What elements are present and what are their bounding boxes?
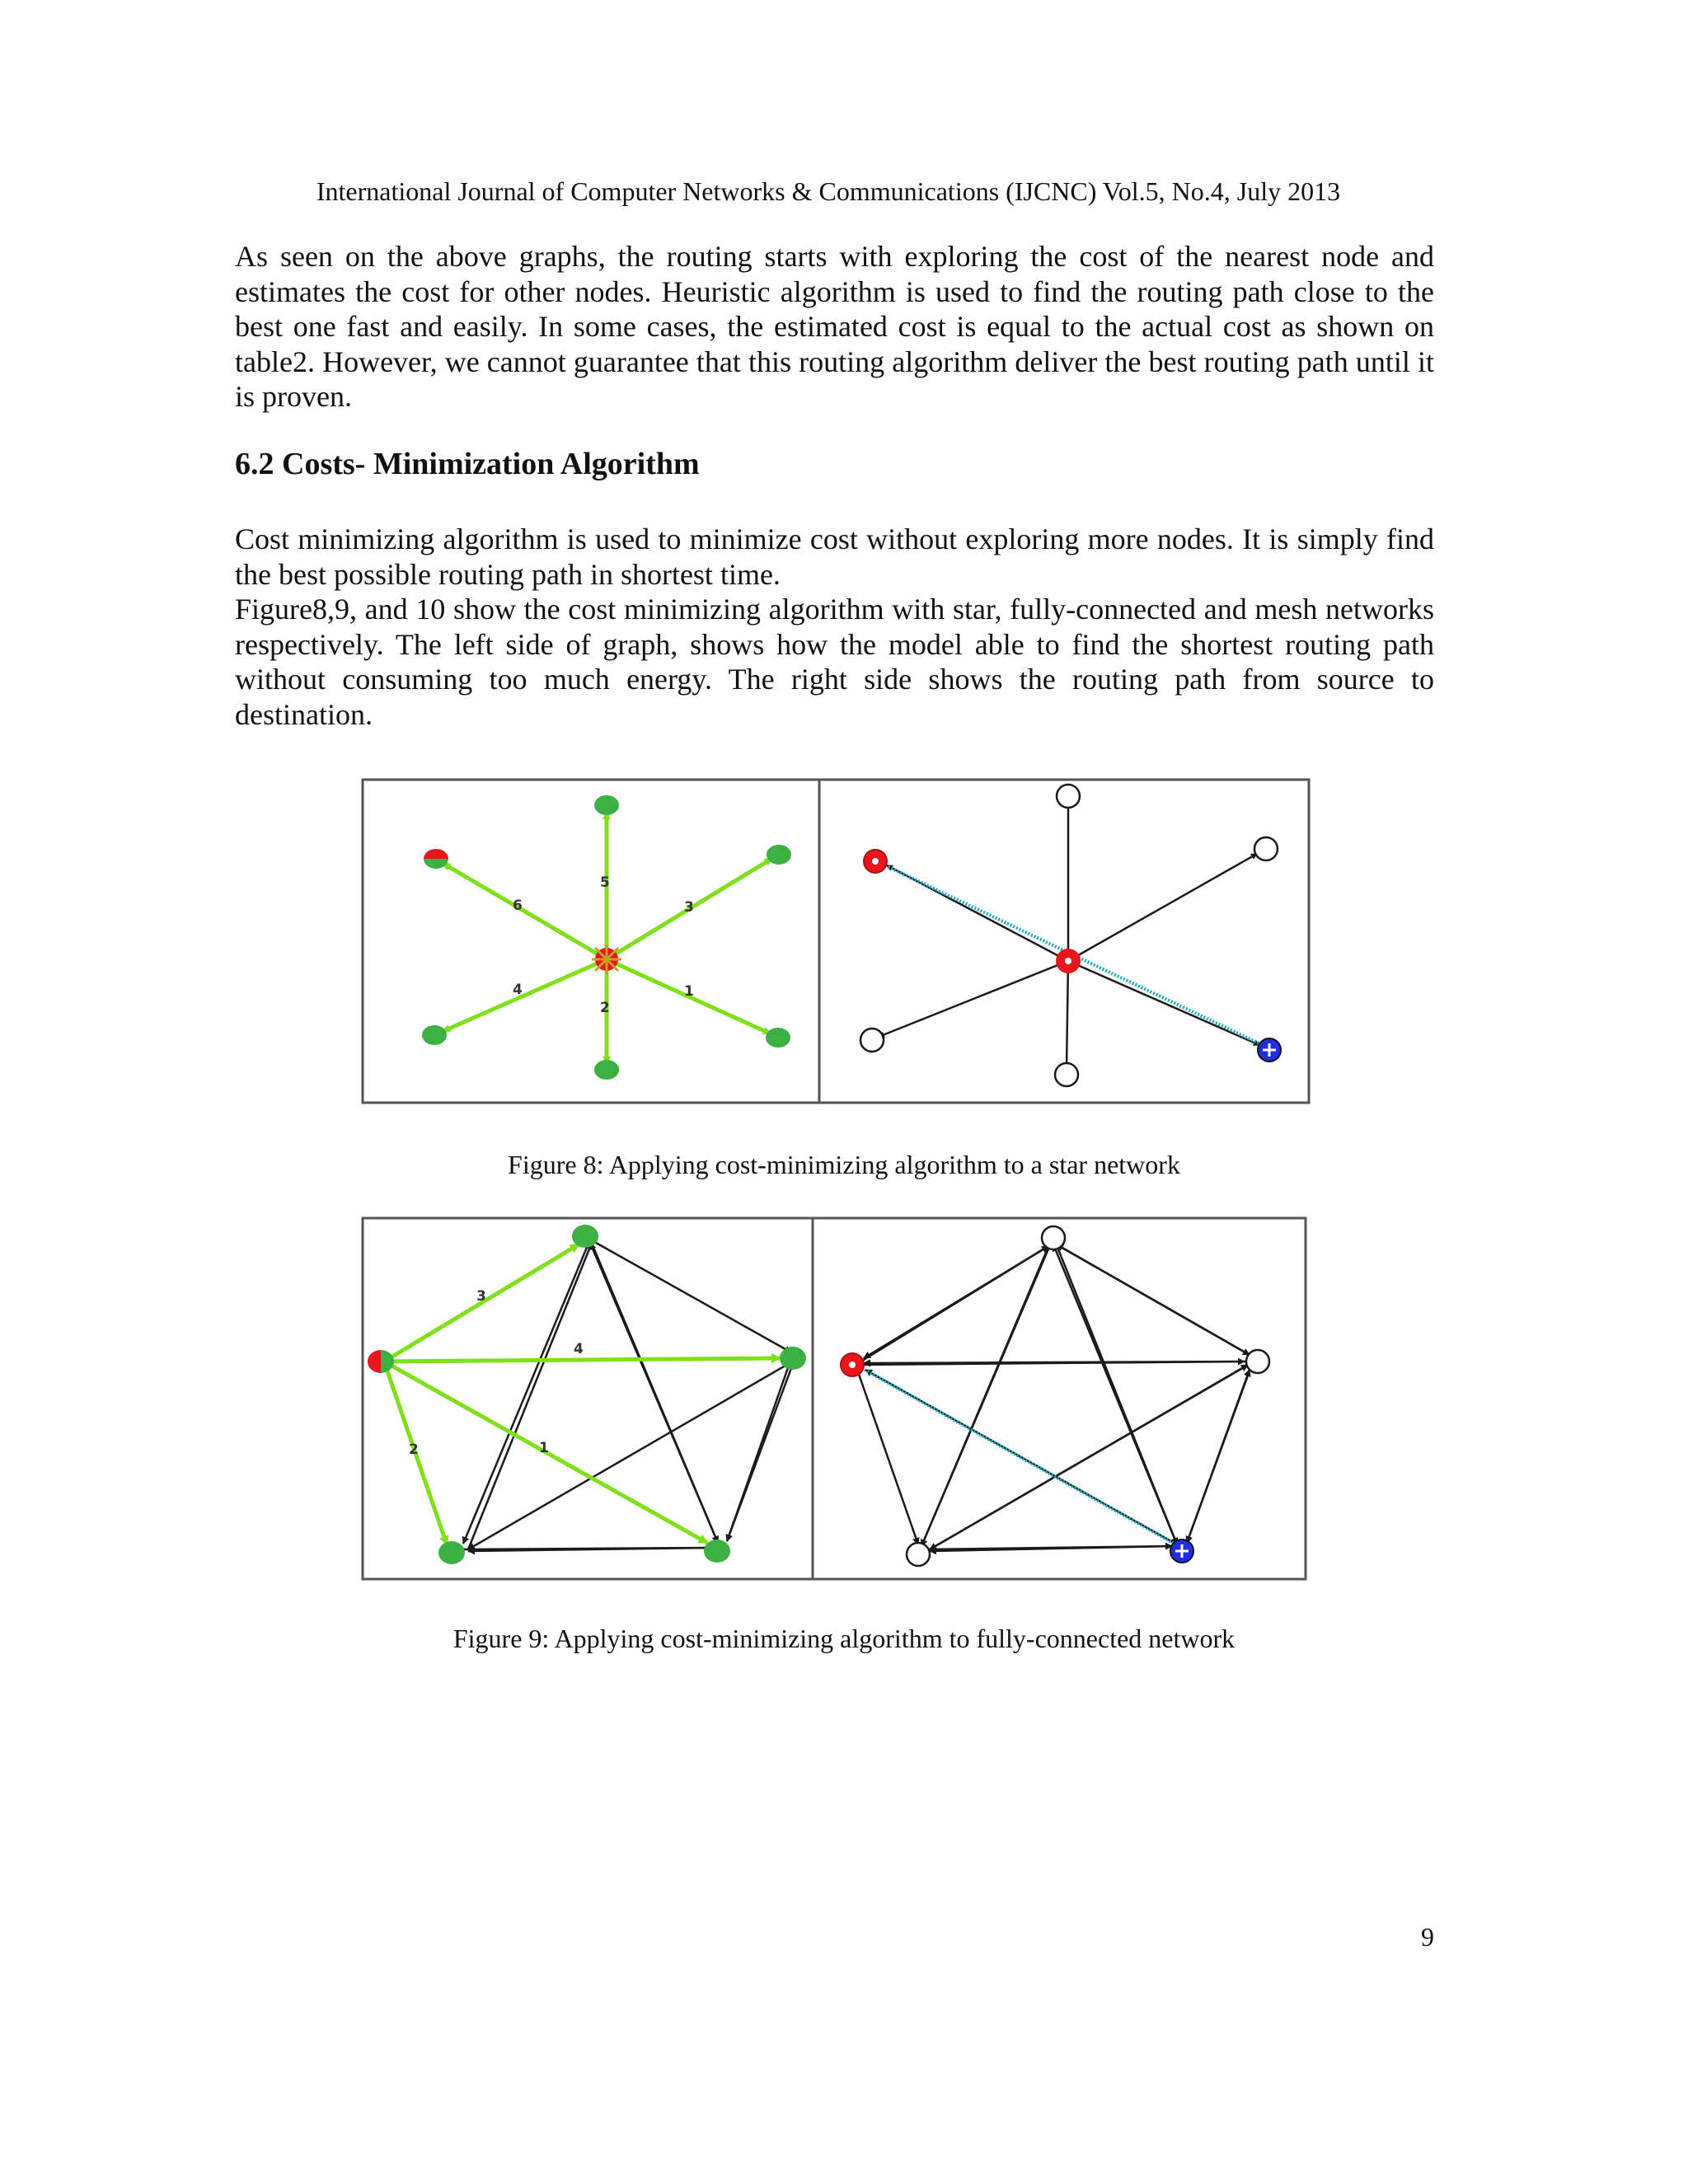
node	[767, 845, 791, 865]
figure-8-star-network	[361, 778, 1311, 1104]
node	[1055, 1063, 1078, 1086]
edge-label: 4	[513, 982, 523, 998]
figure-8-caption: Figure 8: Applying cost-minimizing algorithm to a star network	[508, 1150, 1180, 1179]
figure-9-fully-connected-network	[361, 1216, 1307, 1581]
fig8-left-panel	[363, 780, 819, 1103]
node	[907, 1543, 930, 1566]
fig9-explored-edges	[384, 1244, 780, 1544]
fig8-explored-edges	[443, 813, 771, 1063]
node	[1057, 785, 1080, 808]
edge-label: 4	[574, 1341, 584, 1357]
edge-label: 1	[539, 1440, 549, 1456]
source-node	[424, 849, 448, 859]
node	[1254, 837, 1278, 860]
fig9-right-nodes	[841, 1226, 1269, 1566]
node	[594, 795, 619, 815]
node	[780, 1347, 806, 1370]
node	[422, 1025, 447, 1045]
edge-label: 3	[476, 1288, 486, 1305]
destination-node	[1258, 1038, 1281, 1062]
edge-label: 2	[409, 1441, 419, 1458]
paragraph-routing-heuristic: As seen on the above graphs, the routing starts with exploring the cost of the nearest node and estimates the cost for other nodes. Heuristic algorithm is used to find the routing path close to the best one fast and easily. In some cases, the estimated cost is equal to the actual cost as shown on table2. However, we cannot guarantee that this routing algorithm deliver the best routing path until it is proven.	[235, 240, 1434, 413]
node	[572, 1225, 598, 1248]
node	[1246, 1350, 1269, 1373]
hub-node	[592, 944, 621, 974]
paragraph-figures-description: Figure8,9, and 10 show the cost minimizing algorithm with star, fully-connected and mesh networks respectively. The left side of graph, shows how the model able to find the shortest routing path without consuming too much energy. The right side shows the routing path from source to destination.	[235, 593, 1434, 731]
edge-label: 2	[600, 1000, 610, 1016]
node	[766, 1028, 790, 1047]
edge-label: 5	[600, 874, 610, 891]
destination-node	[1170, 1540, 1193, 1563]
edge-label: 1	[684, 983, 694, 1000]
edge-label: 6	[513, 898, 523, 914]
fig9-left-nodes	[368, 1225, 806, 1564]
fig9-left-panel	[363, 1218, 813, 1579]
page-number: 9	[1421, 1922, 1434, 1952]
node	[704, 1540, 730, 1563]
fig8-right-nodes	[860, 785, 1281, 1086]
node	[860, 1029, 884, 1052]
source-node	[368, 1350, 381, 1373]
figure-9-graphic	[361, 1216, 1307, 1581]
running-header: International Journal of Computer Networks & Communications (IJCNC) Vol.5, No.4, July 2013	[316, 176, 1341, 206]
fig8-edge-labels	[513, 874, 694, 1016]
node	[594, 1060, 619, 1080]
fig9-right-panel	[813, 1218, 1306, 1579]
fig8-route-edges	[879, 801, 1259, 1068]
fig8-right-panel	[819, 780, 1309, 1103]
figure-8-graphic	[361, 778, 1311, 1104]
node	[438, 1541, 465, 1564]
section-heading: 6.2 Costs- Minimization Algorithm	[235, 447, 700, 481]
hub-node	[1056, 949, 1081, 973]
paragraph-cost-minimizing: Cost minimizing algorithm is used to minimize cost without exploring more nodes. It is simply find the best possible routing path in shortest time.	[235, 523, 1434, 591]
edge-label: 3	[684, 899, 694, 916]
node	[1042, 1226, 1065, 1249]
figure-9-caption: Figure 9: Applying cost-minimizing algorithm to fully-connected network	[452, 1624, 1236, 1653]
fig9-edge-labels	[409, 1288, 584, 1458]
